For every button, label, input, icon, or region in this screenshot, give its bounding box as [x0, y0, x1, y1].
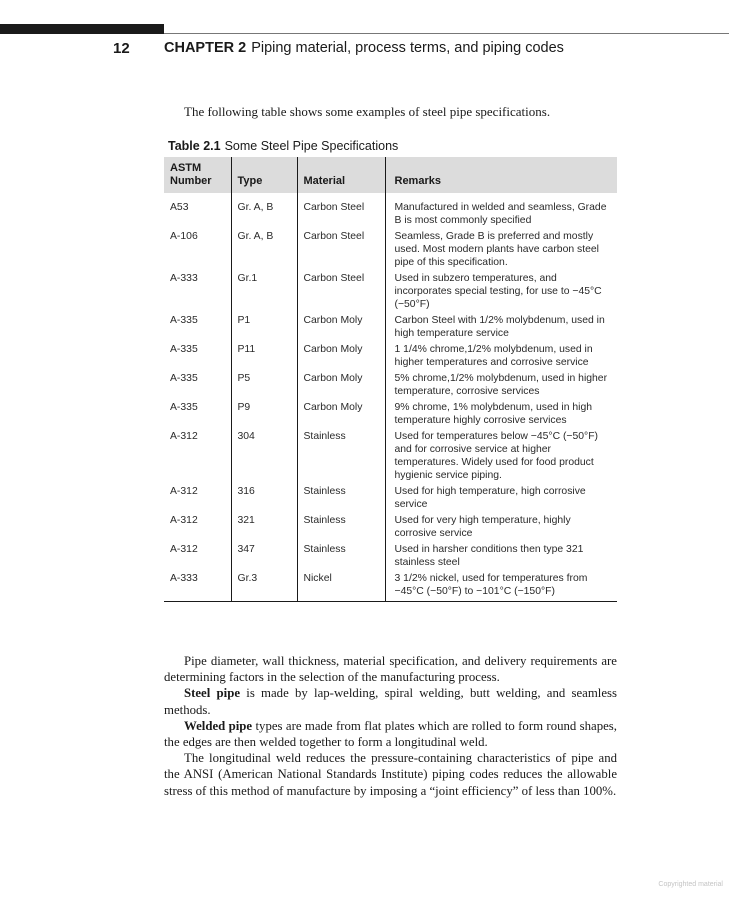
header-rule — [164, 33, 729, 34]
cell-material: Stainless — [297, 430, 385, 485]
header-type: Type — [231, 157, 297, 193]
cell-remarks: Used in harsher conditions then type 321 stainless steel — [394, 544, 584, 568]
header-astm-line1: ASTM — [170, 162, 202, 174]
table-row — [164, 272, 617, 314]
cell-astm-number: A-333 — [164, 572, 231, 602]
body-text — [164, 653, 617, 799]
table-header-row — [164, 157, 617, 193]
paragraph-pipe-diameter: Pipe diameter, wall thickness, material specification, and delivery requirements are determining factors in the selection of the manufacturing process. — [164, 654, 617, 685]
table-row — [164, 543, 617, 572]
table-row — [164, 430, 617, 485]
cell-remarks: Carbon Steel with 1/2% molybdenum, used in high temperature service — [394, 315, 605, 339]
cell-remarks: Seamless, Grade B is preferred and mostly used. Most modern plants have carbon steel pipe of this specification. — [394, 231, 599, 268]
cell-material: Carbon Moly — [297, 401, 385, 430]
cell-material: Carbon Steel — [297, 272, 385, 314]
header-bar — [0, 24, 164, 34]
cell-astm-number: A-335 — [164, 314, 231, 343]
cell-type: P1 — [231, 314, 297, 343]
cell-type: 316 — [231, 485, 297, 514]
paragraph-steel-pipe-text: is made by lap-welding, spiral welding, butt welding, and seamless methods. — [164, 686, 617, 717]
cell-material: Stainless — [297, 514, 385, 543]
paragraph-longitudinal-weld: The longitudinal weld reduces the pressure-containing characteristics of pipe and the ANSI (American National Standards Institute) piping codes reduces the allowable stress of this method of manufacture by imposing a “joint efficiency” of less than 100%. — [164, 751, 617, 798]
cell-remarks: 9% chrome, 1% molybdenum, used in high temperature highly corrosive services — [394, 402, 593, 426]
page-number: 12 — [113, 40, 130, 57]
cell-astm-number: A-312 — [164, 430, 231, 485]
cell-astm-number: A-335 — [164, 372, 231, 401]
cell-material: Carbon Moly — [297, 314, 385, 343]
header-remarks: Remarks — [385, 157, 617, 193]
header-material: Material — [297, 157, 385, 193]
cell-astm-number: A-312 — [164, 485, 231, 514]
cell-material: Stainless — [297, 543, 385, 572]
table-caption-text: Some Steel Pipe Specifications — [224, 139, 399, 153]
cell-material: Carbon Steel — [297, 230, 385, 272]
cell-astm-number: A-312 — [164, 514, 231, 543]
cell-remarks: 3 1/2% nickel, used for temperatures from −45°C (−50°F) to −101°C (−150°F) — [394, 573, 588, 597]
cell-astm-number: A-335 — [164, 343, 231, 372]
cell-remarks: Used for high temperature, high corrosive service — [394, 486, 586, 510]
header-astm-line2: Number — [170, 175, 212, 187]
header-astm-number — [164, 157, 231, 193]
cell-material: Carbon Moly — [297, 372, 385, 401]
paragraph-steel-pipe — [164, 685, 617, 717]
chapter-title: Piping material, process terms, and piping codes — [251, 40, 564, 56]
cell-material: Nickel — [297, 572, 385, 602]
paragraph-welded-pipe — [164, 718, 617, 750]
cell-material: Carbon Moly — [297, 343, 385, 372]
table-row — [164, 485, 617, 514]
table-row — [164, 372, 617, 401]
cell-type: Gr. A, B — [231, 193, 297, 230]
cell-type: P9 — [231, 401, 297, 430]
copyright-notice: Copyrighted material — [658, 881, 723, 888]
cell-type: Gr. A, B — [231, 230, 297, 272]
cell-remarks: Used for temperatures below −45°C (−50°F) and for corrosive service at higher temperatures. Widely used for food product hygienic service piping. — [394, 431, 599, 481]
cell-type: Gr.3 — [231, 572, 297, 602]
table-row — [164, 193, 617, 230]
cell-material: Stainless — [297, 485, 385, 514]
table-row — [164, 343, 617, 372]
steel-pipe-spec-table — [164, 157, 617, 602]
cell-type: Gr.1 — [231, 272, 297, 314]
table-caption — [168, 139, 398, 153]
cell-astm-number: A-335 — [164, 401, 231, 430]
paragraph-welded-pipe-text: types are made from flat plates which are rolled to form round shapes, the edges are then welded together to form a longitudinal weld. — [164, 718, 617, 750]
table-row — [164, 230, 617, 272]
cell-remarks: 5% chrome,1/2% molybdenum, used in higher temperature, corrosive services — [394, 373, 608, 397]
cell-remarks: Used in subzero temperatures, and incorporates special testing, for use to −45°C (−50°F) — [394, 273, 602, 310]
cell-astm-number: A-312 — [164, 543, 231, 572]
term-steel-pipe: Steel pipe — [184, 686, 241, 701]
chapter-label: CHAPTER 2 — [164, 40, 247, 56]
cell-type: 321 — [231, 514, 297, 543]
cell-type: P5 — [231, 372, 297, 401]
table-row — [164, 401, 617, 430]
chapter-heading — [164, 40, 564, 56]
cell-remarks: Manufactured in welded and seamless, Grade B is most commonly specified — [394, 202, 607, 226]
table-row — [164, 514, 617, 543]
cell-remarks: 1 1/4% chrome,1/2% molybdenum, used in higher temperatures and corrosive service — [394, 344, 593, 368]
cell-type: 347 — [231, 543, 297, 572]
cell-astm-number: A53 — [164, 193, 231, 230]
cell-astm-number: A-106 — [164, 230, 231, 272]
cell-material: Carbon Steel — [297, 193, 385, 230]
table-caption-label: Table 2.1 — [168, 139, 221, 153]
cell-remarks: Used for very high temperature, highly corrosive service — [394, 515, 571, 539]
table-body — [164, 193, 617, 602]
term-welded-pipe: Welded pipe — [184, 718, 253, 733]
table-row — [164, 572, 617, 602]
cell-type: P11 — [231, 343, 297, 372]
table-row — [164, 314, 617, 343]
intro-paragraph: The following table shows some examples of steel pipe specifications. — [184, 104, 551, 119]
cell-type: 304 — [231, 430, 297, 485]
cell-astm-number: A-333 — [164, 272, 231, 314]
